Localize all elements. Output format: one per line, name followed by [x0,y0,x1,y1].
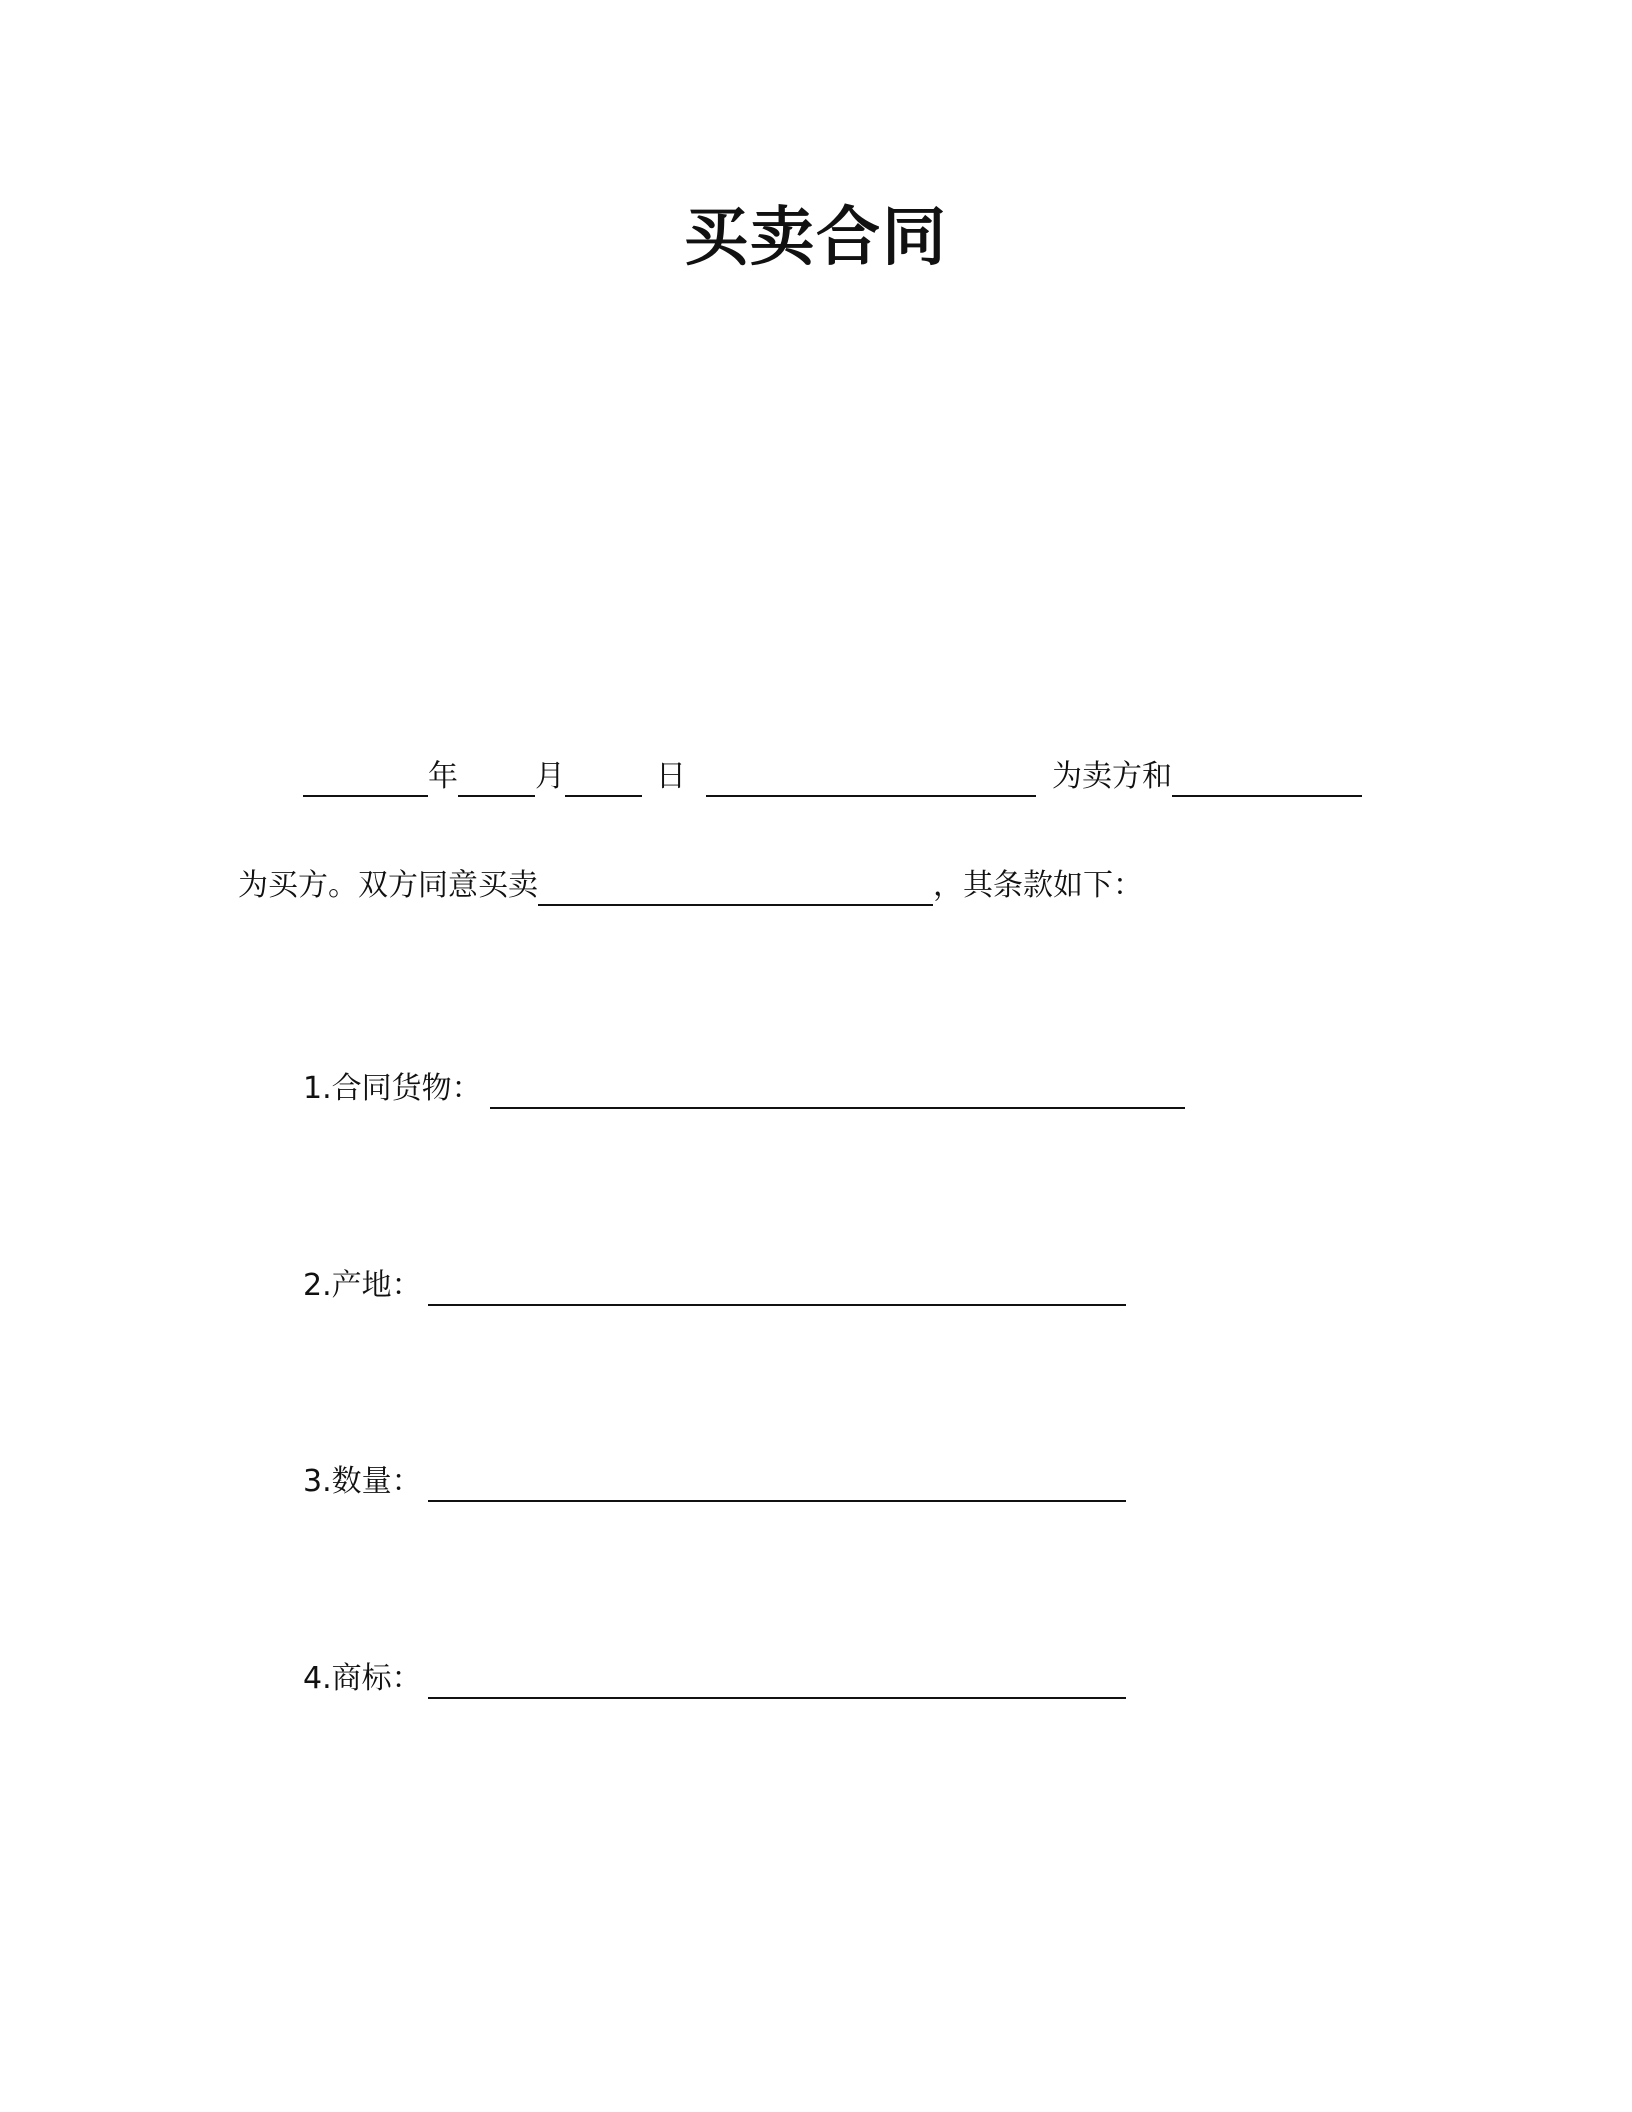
month-label: 月 [535,759,565,794]
clause-goods [303,1069,1185,1109]
clause-quantity [303,1462,1126,1502]
seller-suffix: 为卖方和 [1052,759,1172,794]
year-label: 年 [428,759,458,794]
clause-label: 1.合同货物： [303,1071,482,1106]
clause-trademark-blank[interactable] [428,1659,1126,1699]
month-blank[interactable] [458,757,535,797]
intro-line-2 [238,866,1143,906]
year-blank[interactable] [303,757,428,797]
buyer-text: 为买方。双方同意买卖 [238,868,538,903]
clause-trademark [303,1659,1126,1699]
clause-quantity-blank[interactable] [428,1462,1126,1502]
clause-origin-blank[interactable] [428,1266,1126,1306]
buyer-blank[interactable] [1172,757,1362,797]
day-blank[interactable] [565,757,642,797]
clause-goods-blank[interactable] [490,1069,1185,1109]
intro-line-1 [303,757,1362,797]
day-label: 日 [656,759,686,794]
clause-label: 4.商标： [303,1661,422,1696]
contract-title: 买卖合同 [684,201,948,275]
clause-origin [303,1266,1126,1306]
clause-label: 2.产地： [303,1268,422,1303]
terms-intro: ，其条款如下： [933,868,1143,903]
clause-label: 3.数量： [303,1464,422,1499]
goods-blank[interactable] [538,866,933,906]
seller-blank[interactable] [706,757,1036,797]
